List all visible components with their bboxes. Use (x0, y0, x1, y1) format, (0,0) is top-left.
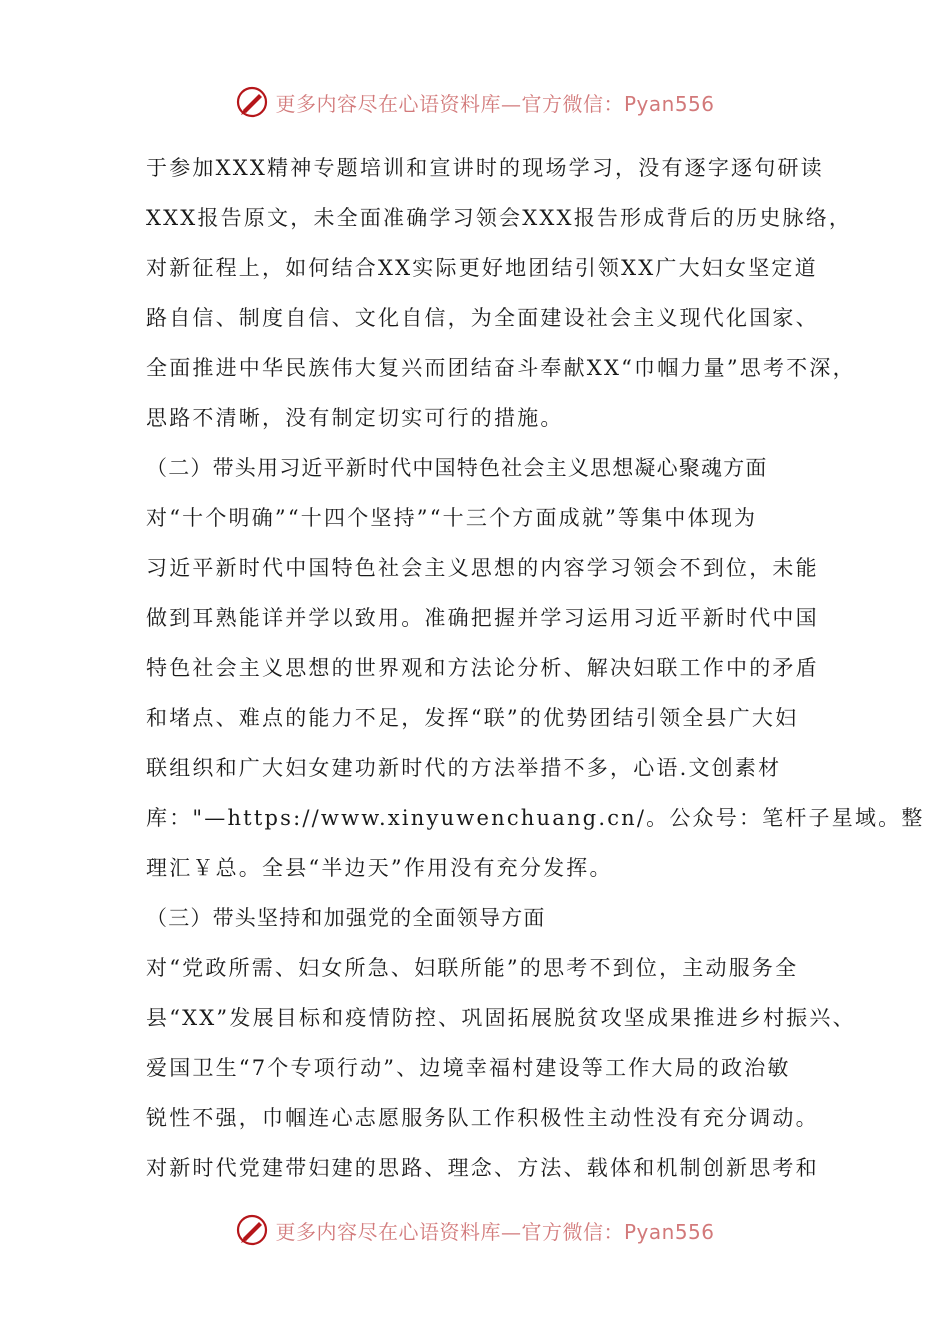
banner-contact-label: 官方微信： (521, 91, 624, 116)
document-body (146, 148, 925, 1198)
body-line: 全面推进中华民族伟大复兴而团结奋斗奉献XX“巾帼力量”思考不深， (146, 356, 856, 380)
body-line: 做到耳熟能详并学以致用。准确把握并学习运用习近平新时代中国 (146, 606, 819, 630)
banner-dash: — (500, 91, 522, 116)
banner-title: 更多内容尽在心语资料库 (275, 91, 501, 116)
footer-banner (0, 1210, 950, 1250)
banner-contact-label: 官方微信： (521, 1219, 624, 1244)
body-line: 县“XX”发展目标和疫情防控、巩固拓展脱贫攻坚成果推进乡村振兴、 (146, 1006, 856, 1030)
banner-dash: — (500, 1219, 522, 1244)
section-heading: （三）带头坚持和加强党的全面领导方面 (146, 906, 546, 930)
body-line: 对新征程上，如何结合XX实际更好地团结引领XX广大妇女坚定道 (146, 256, 818, 280)
body-line: 和堵点、难点的能力不足，发挥“联”的优势团结引领全县广大妇 (146, 706, 799, 730)
body-line: 库："—https://www.xinyuwenchuang.cn/。公众号：笔杆子星域。整 (146, 806, 925, 830)
body-line: 爱国卫生“7个专项行动”、边境幸福村建设等工作大局的政治敏 (146, 1056, 791, 1080)
body-line: 对“十个明确”“十四个坚持”“十三个方面成就”等集中体现为 (146, 506, 758, 530)
body-line: 理汇￥总。全县“半边天”作用没有充分发挥。 (146, 856, 613, 880)
pen-logo-icon (235, 1213, 269, 1247)
body-line: 路自信、制度自信、文化自信，为全面建设社会主义现代化国家、 (146, 306, 819, 330)
banner-title: 更多内容尽在心语资料库 (275, 1219, 501, 1244)
banner-contact-id: Pyan556 (623, 1219, 715, 1244)
body-line: 习近平新时代中国特色社会主义思想的内容学习领会不到位，未能 (146, 556, 819, 580)
banner-contact-id: Pyan556 (623, 91, 715, 116)
header-banner (0, 82, 950, 122)
body-line: 对“党政所需、妇女所急、妇联所能”的思考不到位，主动服务全 (146, 956, 799, 980)
body-line: 特色社会主义思想的世界观和方法论分析、解决妇联工作中的矛盾 (146, 656, 819, 680)
body-line: 于参加XXX精神专题培训和宣讲时的现场学习，没有逐字逐句研读 (146, 156, 824, 180)
body-line: 思路不清晰，没有制定切实可行的措施。 (146, 406, 564, 430)
body-line: 联组织和广大妇女建功新时代的方法举措不多，心语.文创素材 (146, 756, 782, 780)
body-line: 对新时代党建带妇建的思路、理念、方法、载体和机制创新思考和 (146, 1156, 819, 1180)
pen-logo-icon (235, 85, 269, 119)
body-line: XXX报告原文，未全面准确学习领会XXX报告形成背后的历史脉络， (146, 206, 853, 230)
body-line: 锐性不强，巾帼连心志愿服务队工作积极性主动性没有充分调动。 (146, 1106, 819, 1130)
section-heading: （二）带头用习近平新时代中国特色社会主义思想凝心聚魂方面 (146, 456, 768, 480)
